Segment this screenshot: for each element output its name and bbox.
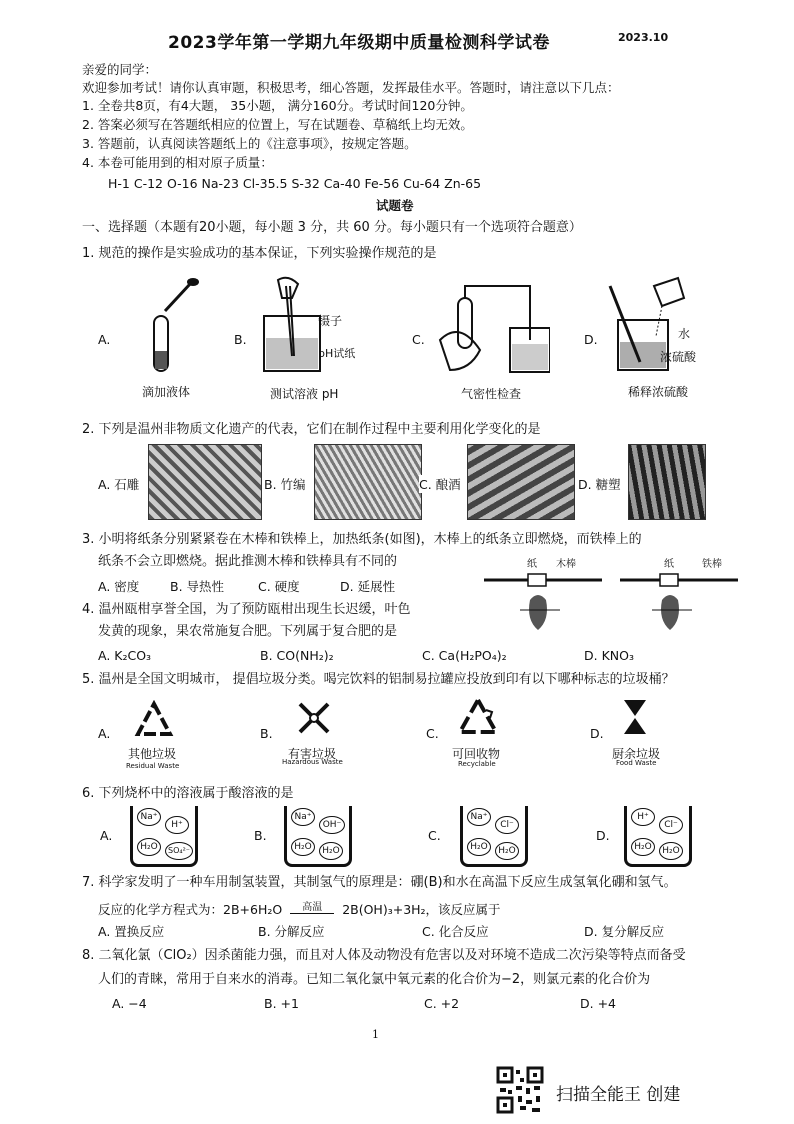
q3-label-iron: 铁棒: [702, 559, 722, 570]
q4-option-a: A. K₂CO₃: [98, 648, 152, 663]
ph-paper-label: pH试纸: [318, 347, 356, 360]
q5-option-a-letter: A.: [98, 726, 111, 741]
q7-equation-suffix: 2B(OH)₃+3H₂，该反应属于: [342, 902, 501, 917]
q3-option-d: D. 延展性: [340, 579, 396, 594]
qr-code-icon: [496, 1066, 544, 1114]
iron-rod-figure: [616, 556, 742, 646]
q7-stem-line1: 7. 科学家发明了一种车用制氢装置，其制氢气的原理是：硼(B)和水在高温下反应生成氢氧化硼和氢气。: [82, 875, 677, 890]
q3-option-c: C. 硬度: [258, 579, 300, 594]
ion: Na⁺: [137, 808, 161, 826]
exam-title: 2023学年第一学期九年级期中质量检测科学试卷: [168, 33, 550, 53]
ion: H₂O: [467, 838, 491, 856]
hazardous-waste-icon: [294, 698, 334, 740]
q3-option-b: B. 导热性: [170, 579, 225, 594]
q4-option-b: B. CO(NH₂)₂: [260, 648, 334, 663]
q6-option-d-letter: D.: [596, 828, 610, 843]
sugar-figure-photo: [628, 444, 706, 520]
notice-item: 1. 全卷共8页，有4大题， 35小题， 满分160分。考试时间120分钟。: [82, 98, 473, 113]
q6-stem: 6. 下列烧杯中的溶液属于酸溶液的是: [82, 786, 294, 801]
q6-option-b-letter: B.: [254, 828, 267, 843]
q2-option-b: B. 竹编: [264, 477, 306, 492]
q8-option-d: D. +4: [580, 996, 616, 1011]
q2-option-c: C. 酿酒: [419, 477, 461, 492]
ion: Cl⁻: [659, 816, 683, 834]
q1-option-c-letter: C.: [412, 332, 425, 347]
beaker-b: [284, 806, 352, 867]
q1-option-b-letter: B.: [234, 332, 247, 347]
q3-label-wood: 木棒: [556, 559, 576, 570]
water-label: 水: [678, 327, 691, 341]
q5-label-c: 可回收物: [452, 747, 501, 761]
notice-item: 3. 答题前，认真阅读答题纸上的《注意事项》，按规定答题。: [82, 136, 417, 151]
q5-label-d: 厨余垃圾: [612, 747, 661, 761]
q3-stem-line2: 纸条不会立即燃烧。据此推测木棒和铁棒具有不同的: [98, 554, 398, 569]
q1-caption-c: 气密性检查: [461, 387, 522, 401]
q1-caption-a: 滴加液体: [142, 385, 191, 399]
q5-label-a-en: Residual Waste: [126, 762, 180, 770]
q4-option-c: C. Ca(H₂PO₄)₂: [422, 648, 507, 663]
q5-option-d-letter: D.: [590, 726, 604, 741]
q8-option-a: A. −4: [112, 996, 147, 1011]
beaker-a: [130, 806, 198, 867]
wood-rod-figure: [480, 556, 606, 646]
section-label: 试题卷: [376, 198, 414, 213]
q1-option-d-letter: D.: [584, 332, 598, 347]
page-number: 1: [372, 1028, 379, 1041]
notice-greeting: 亲爱的同学：: [82, 62, 158, 77]
q5-option-c-letter: C.: [426, 726, 439, 741]
q2-option-d: D. 糖塑: [578, 477, 621, 492]
q8-stem-line1: 8. 二氧化氯（ClO₂）因杀菌能力强，而且对人体及动物没有危害以及对环境不造成二次污染等特点而备受: [82, 948, 686, 963]
q5-label-d-en: Food Waste: [616, 759, 657, 767]
q3-option-a: A. 密度: [98, 579, 140, 594]
brewing-photo: [467, 444, 575, 520]
ion: H₂O: [495, 842, 519, 860]
tweezers-label: 镊子: [318, 314, 343, 328]
q3-label-paper-1: 纸: [527, 559, 537, 570]
ion: H₂O: [137, 838, 161, 856]
q3-stem-line1: 3. 小明将纸条分别紧紧卷在木棒和铁棒上，加热纸条(如图)，木棒上的纸条立即燃烧，而铁棒上的: [82, 532, 642, 547]
q7-option-c: C. 化合反应: [422, 924, 489, 939]
notice-item: 2. 答案必须写在答题纸相应的位置上，写在试题卷、草稿纸上均无效。: [82, 117, 473, 132]
q1-option-a-letter: A.: [98, 332, 111, 347]
ion: H₂O: [631, 838, 655, 856]
q7-option-a: A. 置换反应: [98, 924, 165, 939]
ion: Cl⁻: [495, 816, 519, 834]
ion: Na⁺: [291, 808, 315, 826]
food-waste-icon: [620, 696, 650, 738]
beaker-c: [460, 806, 528, 867]
q1-stem: 1. 规范的操作是实验成功的基本保证，下列实验操作规范的是: [82, 246, 437, 261]
q5-label-c-en: Recyclable: [458, 760, 496, 768]
notice-intro: 欢迎参加考试！请你认真审题，积极思考，细心答题，发挥最佳水平。答题时，请注意以下几点：: [82, 80, 620, 95]
q5-label-a: 其他垃圾: [128, 747, 177, 761]
q5-label-b-en: Hazardous Waste: [282, 758, 343, 766]
atomic-masses: H-1 C-12 O-16 Na-23 Cl-35.5 S-32 Ca-40 Fe-56 Cu-64 Zn-65: [108, 176, 482, 191]
stone-carving-photo: [148, 444, 262, 520]
section1-title: 一、选择题（本题有20小题，每小题 3 分，共 60 分。每小题只有一个选项符合题意）: [82, 220, 582, 235]
q7-equation-condition: 高温: [290, 898, 334, 914]
bamboo-weaving-photo: [314, 444, 422, 520]
q7-equation: [98, 898, 501, 918]
q3-label-paper-2: 纸: [664, 559, 674, 570]
q4-stem-line2: 发黄的现象，果农常施复合肥。下列属于复合肥的是: [98, 624, 398, 639]
q5-stem: 5. 温州是全国文明城市， 提倡垃圾分类。喝完饮料的铝制易拉罐应投放到印有以下哪种标志的垃圾桶？: [82, 672, 675, 687]
q2-stem: 2. 下列是温州非物质文化遗产的代表，它们在制作过程中主要利用化学变化的是: [82, 422, 541, 437]
ion: SO₄²⁻: [165, 842, 193, 860]
q4-option-d: D. KNO₃: [584, 648, 634, 663]
q1-caption-d: 稀释浓硫酸: [628, 385, 689, 399]
residual-waste-icon: [134, 700, 174, 740]
ion: H₂O: [319, 842, 343, 860]
q6-option-c-letter: C.: [428, 828, 441, 843]
q7-equation-prefix: 反应的化学方程式为：2B+6H₂O: [98, 902, 283, 917]
notice-item: 4. 本卷可能用到的相对原子质量：: [82, 155, 273, 170]
ion: OH⁻: [319, 816, 345, 834]
q7-option-b: B. 分解反应: [258, 924, 325, 939]
conc-acid-label: 浓硫酸: [660, 350, 697, 364]
q7-option-d: D. 复分解反应: [584, 924, 665, 939]
q2-option-a: A. 石雕: [98, 477, 140, 492]
q8-stem-line2: 人们的青睐，常用于自来水的消毒。已知二氧化氯中氧元素的化合价为−2，则氯元素的化合价为: [98, 972, 651, 987]
scanner-watermark: 扫描全能王 创建: [556, 1085, 681, 1105]
ion: Na⁺: [467, 808, 491, 826]
airtightness-figure: [430, 280, 550, 376]
q1-caption-b: 测试溶液 pH: [270, 387, 339, 401]
q6-option-a-letter: A.: [100, 828, 113, 843]
q5-label-b: 有害垃圾: [288, 747, 337, 761]
recyclable-icon: [456, 696, 500, 738]
q4-stem-line1: 4. 温州瓯柑享誉全国，为了预防瓯柑出现生长迟缓，叶色: [82, 602, 411, 617]
beaker-d: [624, 806, 692, 867]
ion: H₂O: [291, 838, 315, 856]
q8-option-b: B. +1: [264, 996, 299, 1011]
ion: H₂O: [659, 842, 683, 860]
exam-date: 2023.10: [618, 31, 669, 44]
q5-option-b-letter: B.: [260, 726, 273, 741]
ion: H⁺: [165, 816, 189, 834]
ion: H⁺: [631, 808, 655, 826]
q8-option-c: C. +2: [424, 996, 460, 1011]
dropper-tube-figure: [140, 276, 210, 376]
